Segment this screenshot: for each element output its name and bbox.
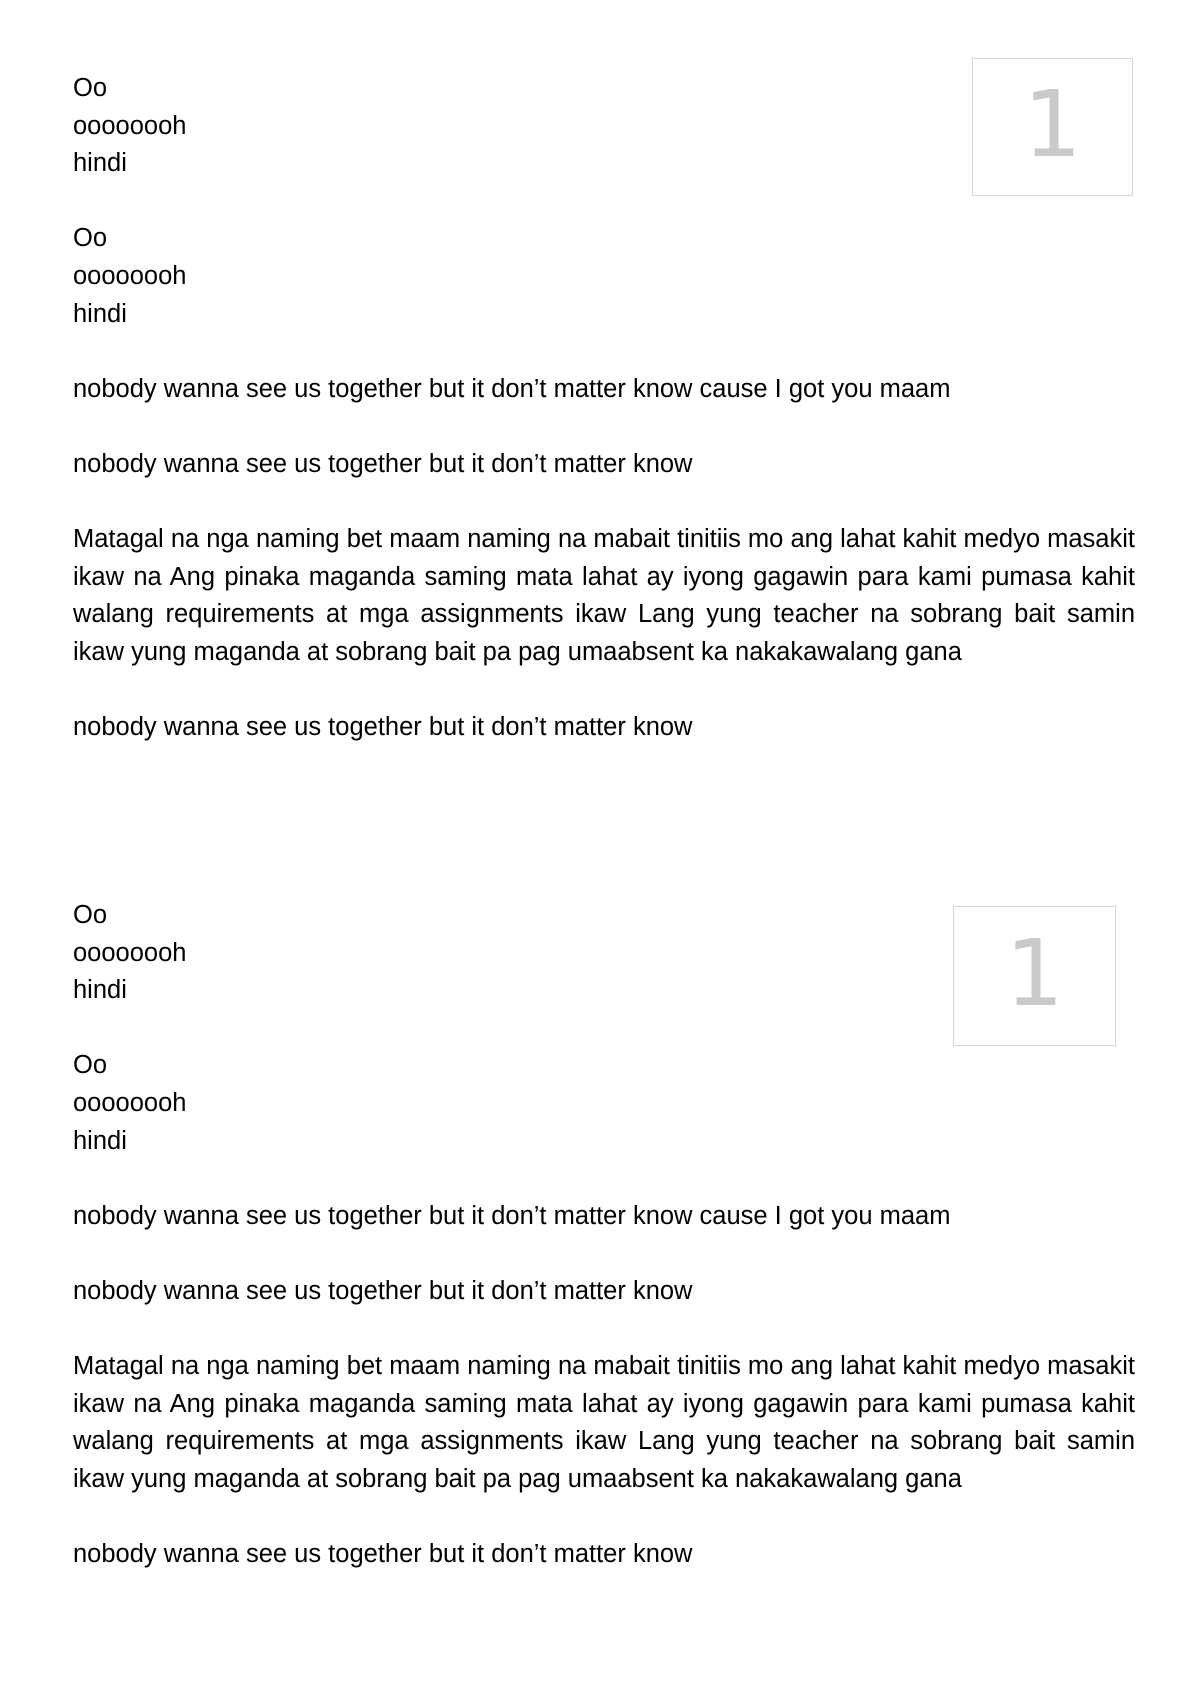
lyric-paragraph: Matagal na nga naming bet maam naming na mabait tinitiis mo ang lahat kahit medyo masakit ikaw na Ang pinaka maganda saming mata lahat ay iyong gagawin para kami pumasa kahit walang requirements at mga assignments ikaw Lang yung teacher na sobrang bait samin ikaw yung maganda at sobrang bait pa pag umaabsent ka nakakawalang gana [73, 1352, 1135, 1493]
page-number-badge: 1 [972, 58, 1133, 196]
lyric-paragraph: Matagal na nga naming bet maam naming na mabait tinitiis mo ang lahat kahit medyo masakit ikaw na Ang pinaka maganda saming mata lahat ay iyong gagawin para kami pumasa kahit walang requirements at mga assignments ikaw Lang yung teacher na sobrang bait samin ikaw yung maganda at sobrang bait pa pag umaabsent ka nakakawalang gana [73, 525, 1135, 666]
lyric-line: Oo [73, 1051, 108, 1080]
lyric-line: nobody wanna see us together but it don’t matter know cause I got you maam [73, 374, 951, 403]
lyrics-section [73, 70, 1135, 747]
lyric-line: hindi [73, 149, 127, 178]
lyric-line: hindi [73, 299, 127, 328]
lyric-line: oooooooh [73, 938, 187, 967]
lyric-line: nobody wanna see us together but it don’t matter know [73, 1276, 693, 1305]
lyric-line: oooooooh [73, 111, 187, 140]
lyric-line: nobody wanna see us together but it don’t matter know [73, 1540, 693, 1569]
lyric-line: Oo [73, 74, 108, 102]
lyric-line: hindi [73, 1126, 127, 1155]
lyric-line: nobody wanna see us together but it don’t matter know [73, 449, 693, 478]
lyric-line: hindi [73, 976, 127, 1005]
lyric-line: nobody wanna see us together but it don’t matter know [73, 713, 693, 742]
page-number-badge: 1 [953, 906, 1116, 1046]
lyric-line: Oo [73, 224, 108, 253]
lyric-line: oooooooh [73, 261, 187, 290]
lyric-line: nobody wanna see us together but it don’t matter know cause I got you maam [73, 1201, 951, 1230]
lyrics-section [73, 897, 1135, 1574]
lyric-line: oooooooh [73, 1088, 187, 1117]
lyric-line: Oo [73, 901, 108, 929]
